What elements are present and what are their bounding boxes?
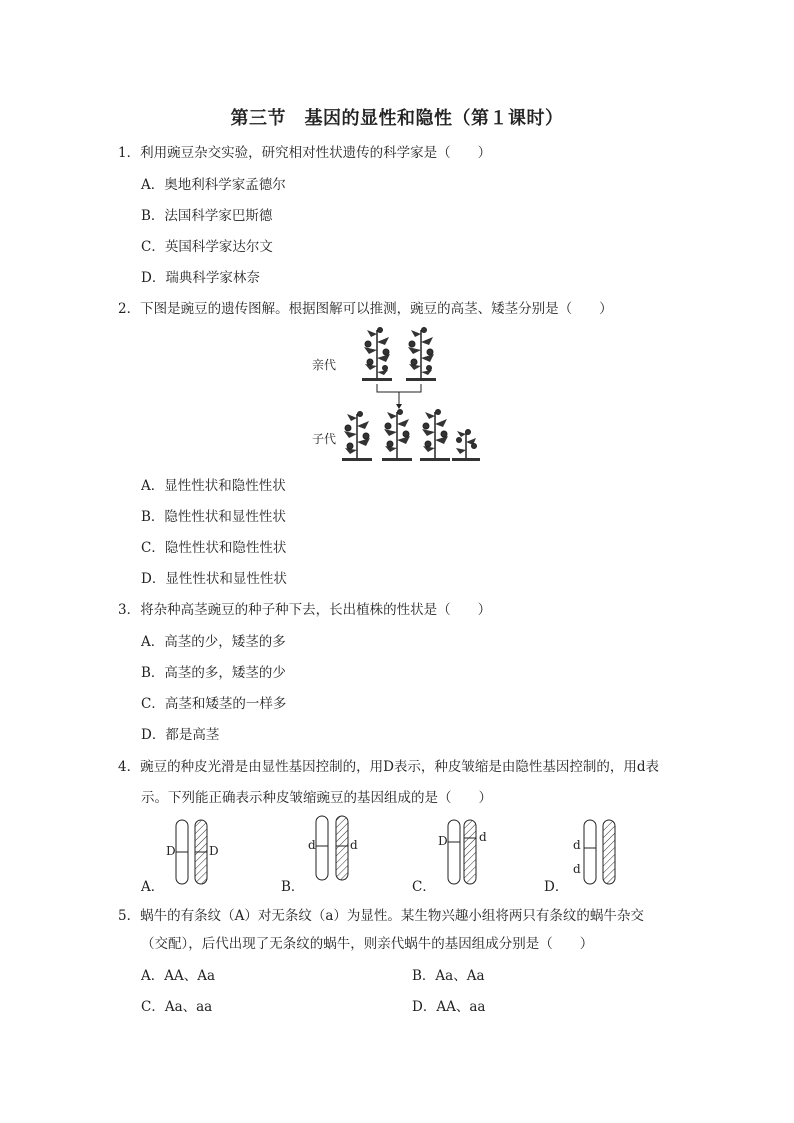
- question-3-option-a[interactable]: A．高茎的少，矮茎的多: [141, 634, 286, 650]
- question-1-stem: 1．利用豌豆杂交实验，研究相对性状遗传的科学家是（ ）: [118, 145, 492, 161]
- question-4-option-d[interactable]: D．: [544, 879, 569, 895]
- question-3-option-c[interactable]: C．高茎和矮茎的一样多: [141, 696, 287, 712]
- question-2-option-d[interactable]: D．显性性状和显性性状: [141, 571, 287, 587]
- parent-generation-label: 亲代: [312, 358, 337, 372]
- offspring-generation-label: 子代: [312, 432, 337, 446]
- question-5-option-d[interactable]: D．AA、aa: [412, 999, 486, 1015]
- chromosome-pair-c[interactable]: [434, 816, 494, 888]
- pea-plants-diagram: [300, 322, 500, 470]
- chromosome-pair-d[interactable]: [568, 816, 628, 888]
- question-4-option-c[interactable]: C．: [412, 879, 436, 895]
- question-1-option-a[interactable]: A．奥地利科学家孟德尔: [141, 177, 286, 193]
- question-1-option-d[interactable]: D．瑞典科学家林奈: [141, 270, 260, 286]
- offspring-plant-4-short: [452, 430, 480, 462]
- gene-label-b-right: d: [350, 838, 358, 852]
- question-5-stem-line-2: （交配），后代出现了无条纹的蜗牛，则亲代蜗牛的基因组成分别是（ ）: [141, 936, 594, 952]
- question-3-option-b[interactable]: B．高茎的多，矮茎的少: [141, 665, 286, 681]
- question-1-option-c[interactable]: C．英国科学家达尔文: [141, 239, 273, 255]
- cross-arrow: [377, 384, 421, 409]
- question-2-option-b[interactable]: B．隐性性状和显性性状: [141, 509, 286, 525]
- question-2-option-a[interactable]: A．显性性状和隐性性状: [141, 478, 286, 494]
- question-4-option-a[interactable]: A．: [141, 879, 165, 895]
- gene-label-a-right: D: [209, 844, 219, 858]
- gene-label-c-left: D: [438, 834, 448, 848]
- question-4-stem-line-2: 示。下列能正确表示种皮皱缩豌豆的基因组成的是（ ）: [141, 790, 492, 806]
- pea-inheritance-figure: [300, 322, 500, 470]
- question-4-stem-line-1: 4．豌豆的种皮光滑是由显性基因控制的，用D表示，种皮皱缩是由隐性基因控制的，用d表: [118, 759, 660, 775]
- question-5-stem-line-1: 5．蜗牛的有条纹（A）对无条纹（a）为显性。某生物兴趣小组将两只有条纹的蜗牛杂交: [118, 908, 644, 924]
- offspring-plant-1: [342, 412, 372, 462]
- question-5-option-c[interactable]: C．Aa、aa: [141, 999, 213, 1015]
- offspring-plant-3: [420, 410, 450, 462]
- parent-plant-2: [406, 328, 436, 382]
- question-3-stem: 3．将杂种高茎豌豆的种子种下去，长出植株的性状是（ ）: [118, 602, 492, 618]
- parent-plant-1: [362, 328, 392, 382]
- question-3-option-d[interactable]: D．都是高茎: [141, 727, 220, 743]
- gene-label-c-right: d: [479, 830, 487, 844]
- page-title: 第三节 基因的显性和隐性（第１课时）: [230, 108, 564, 129]
- question-1-option-b[interactable]: B．法国科学家巴斯德: [141, 208, 273, 224]
- gene-label-b-left: d: [308, 838, 316, 852]
- offspring-plant-2: [382, 410, 412, 462]
- question-2-stem: 2．下图是豌豆的遗传图解。根据图解可以推测，豌豆的高茎、矮茎分别是（ ）: [118, 301, 613, 317]
- chromosome-pair-b[interactable]: [302, 812, 362, 884]
- question-4-option-b[interactable]: B．: [281, 879, 305, 895]
- question-5-option-a[interactable]: A．AA、Aa: [141, 968, 216, 984]
- gene-label-a-left: D: [166, 844, 176, 858]
- question-2-option-c[interactable]: C．隐性性状和隐性性状: [141, 540, 287, 556]
- gene-label-d-top: d: [573, 838, 581, 852]
- chromosome-pair-a[interactable]: [163, 816, 223, 888]
- question-5-option-b[interactable]: B．Aa、Aa: [412, 968, 485, 984]
- gene-label-d-bottom: d: [573, 862, 581, 876]
